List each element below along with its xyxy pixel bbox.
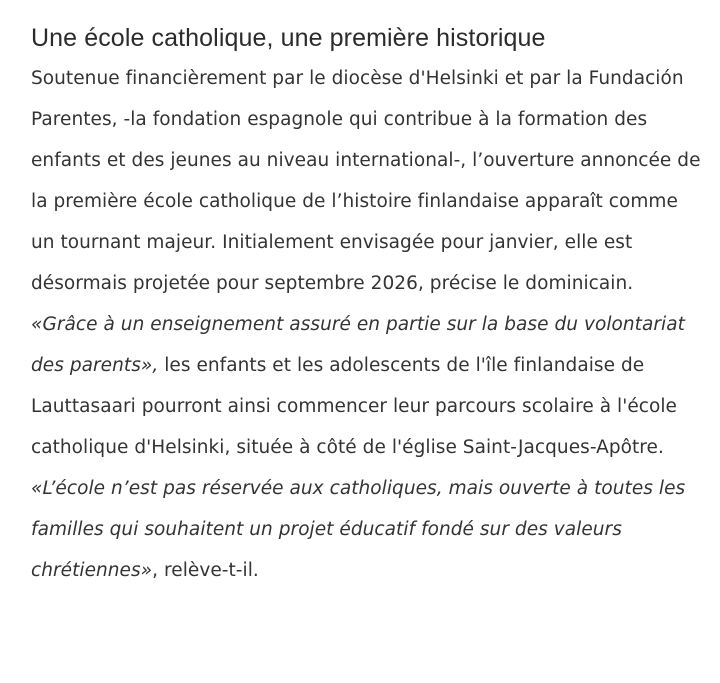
paragraph-quote-2: «L’école n’est pas réservée aux catholiques, mais ouverte à toutes les familles qui souhaitent un projet éducatif fondé sur des valeurs chrétiennes» (31, 478, 686, 581)
article-heading: Une école catholique, une première historique (31, 24, 546, 52)
paragraph-text-1: Soutenue financièrement par le diocèse d'Helsinki et par la Fundación Parentes, -la fondation espagnole qui contribue à la formation des enfants et des jeunes au niveau international-, l’ouverture annoncée de la première école catholique de l’histoire finlandaise apparaît comme un tournant majeur. Initialement envisagée pour janvier, elle est désormais projetée pour septembre 2026, précise le dominicain. (31, 68, 701, 294)
article-paragraph (31, 58, 703, 591)
paragraph-text-3: , relève-t-il. (152, 560, 259, 581)
article (31, 18, 703, 591)
paragraph-quote-1: «Grâce à un enseignement assuré en partie sur la base du volontariat des parents», (31, 314, 685, 376)
paragraph-text-2: les enfants et les adolescents de l'île finlandaise de Lauttasaari pourront ainsi commencer leur parcours scolaire à l'école catholique d'Helsinki, située à côté de l'église Saint-Jacques-Apôtre. (31, 355, 677, 458)
